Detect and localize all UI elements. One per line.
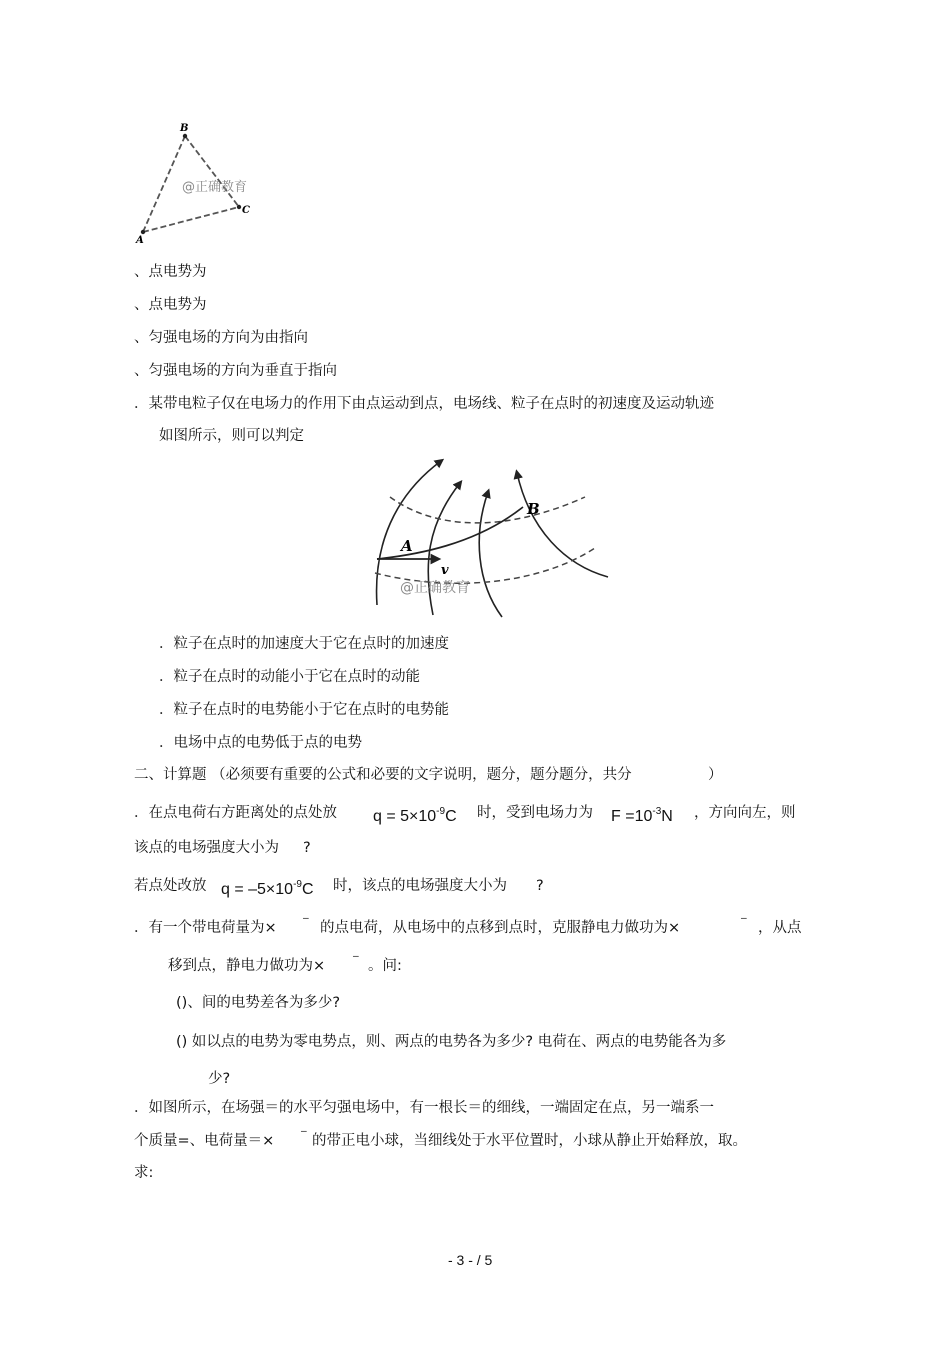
calc3-text: 的带正电小球，当细线处于水平位置时，小球从静止开始释放，取。	[312, 1133, 747, 1149]
option-d: 、匀强电场的方向为垂直于指向	[134, 363, 337, 379]
page-number: - 3 - / 5	[448, 1252, 493, 1268]
calc1-charge: $q = 5\times 10^{-9}C$	[373, 806, 457, 825]
triangle-figure	[128, 118, 258, 248]
calc2-text: ，从点	[758, 920, 802, 936]
label-a: A	[136, 235, 144, 246]
calc1-text: 若点处改放	[134, 878, 207, 894]
watermark: @正确教育	[400, 580, 470, 596]
calc3-text: ．如图所示，在场强＝的水平匀强电场中，有一根长＝的细线，一端固定在点，另一端系一	[134, 1100, 714, 1116]
calc1-question-mark: ?	[536, 878, 544, 894]
edge-ab	[143, 136, 185, 232]
equipotential-line	[390, 497, 585, 523]
section-title-close: ）	[708, 767, 723, 783]
calc1-question: 时，该点的电场强度大小为	[333, 878, 507, 894]
option-b: 、点电势为	[134, 297, 207, 313]
option-a: 、点电势为	[134, 264, 207, 280]
trajectory	[377, 507, 523, 559]
calc2-text: ．有一个带电荷量为×	[134, 920, 277, 936]
label-b: B	[180, 123, 189, 134]
calc2-text: 的点电荷，从电场中的点移到点时，克服静电力做功为×	[320, 920, 681, 936]
option-c: 、匀强电场的方向为由指向	[134, 330, 308, 346]
calc2-text: 。问:	[368, 958, 402, 974]
exponent-mark: ⁻	[740, 914, 748, 930]
calc1-charge-2: $q = -5\times 10^{-9}C$	[221, 879, 314, 898]
label-b: B	[527, 500, 540, 518]
question-stem: ．某带电粒子仅在电场力的作用下由点运动到点，电场线、粒子在点时的初速度及运动轨迹	[134, 396, 714, 412]
label-a: A	[401, 537, 413, 555]
option-c: ．粒子在点时的电势能小于它在点时的电势能	[159, 702, 449, 718]
calc2-text: 移到点，静电力做功为×	[168, 958, 326, 974]
calc1-force: $F =10^{-3}N$	[611, 806, 673, 825]
field-line	[479, 492, 502, 617]
option-d: ．电场中点的电势低于点的电势	[159, 735, 362, 751]
calc2-subquestion-2: () 如以点的电势为零电势点，则、两点的电势各为多少? 电荷在、两点的电势能各为多	[176, 1034, 727, 1050]
calc1-text: ．在点电荷右方距离处的点处放	[134, 805, 337, 821]
field-lines-figure	[365, 455, 615, 620]
watermark: @正确教育	[182, 180, 248, 195]
calc1-question: 该点的电场强度大小为	[134, 840, 279, 856]
label-c: C	[242, 205, 250, 216]
edge-bc	[185, 136, 239, 207]
exponent-mark: ⁻	[352, 952, 360, 968]
label-v: v	[441, 563, 449, 578]
point-a	[141, 230, 145, 234]
section-title: 二、计算题 （必须要有重要的公式和必要的文字说明，题分，题分题分，共分	[134, 767, 632, 783]
option-a: ．粒子在点时的加速度大于它在点时的加速度	[159, 636, 449, 652]
calc3-text: 个质量=、电荷量＝×	[134, 1133, 275, 1149]
exponent-mark: ⁻	[300, 1127, 308, 1143]
calc3-text: 求:	[134, 1165, 154, 1181]
point-b	[183, 134, 187, 138]
calc2-subquestion-2-cont: 少?	[208, 1071, 231, 1087]
calc1-question-mark: ?	[303, 840, 311, 856]
calc1-text: 时，受到电场力为	[477, 805, 593, 821]
point-c	[237, 205, 241, 209]
edge-ac	[143, 207, 239, 232]
exponent-mark: ⁻	[302, 914, 310, 930]
question-stem-cont: 如图所示，则可以判定	[159, 428, 304, 444]
calc2-subquestion-1: ()、间的电势差各为多少?	[176, 995, 341, 1011]
option-b: ．粒子在点时的动能小于它在点时的动能	[159, 669, 420, 685]
calc1-text: ，方向向左，则	[694, 805, 796, 821]
field-line	[517, 473, 608, 577]
